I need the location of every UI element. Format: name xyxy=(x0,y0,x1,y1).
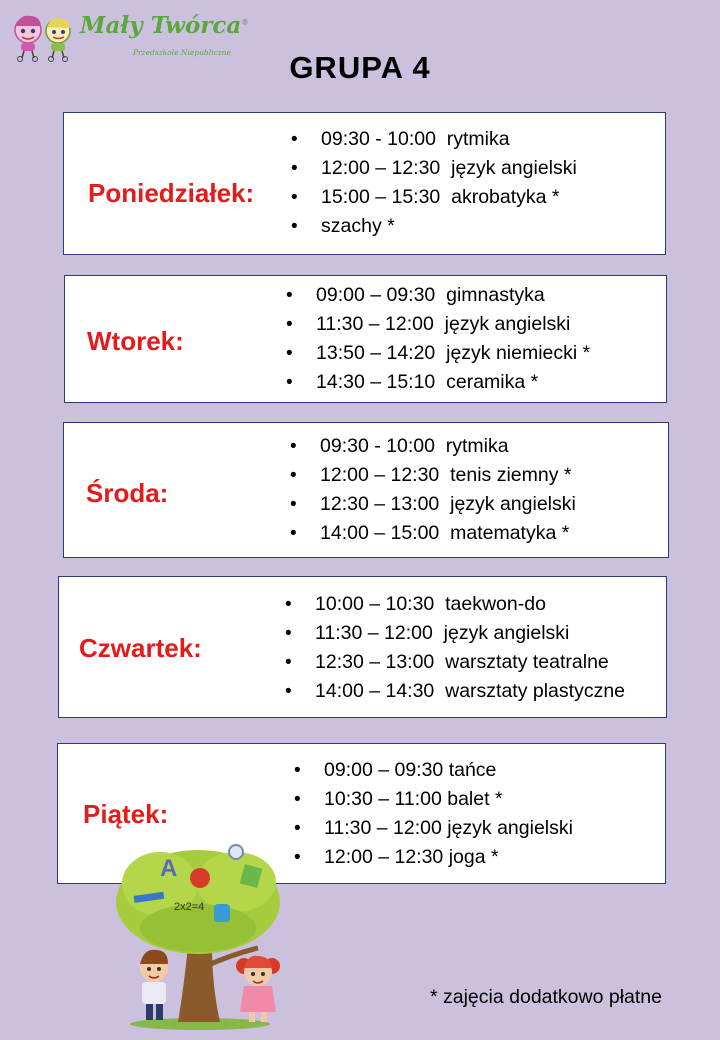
activity-item: • 09:00 – 09:30 gimnastyka xyxy=(316,281,590,310)
day-name-friday: Piątek: xyxy=(83,799,169,829)
activity-item: • 12:00 – 12:30 język angielski xyxy=(321,154,577,183)
activity-list-tuesday xyxy=(316,281,590,397)
activity-item: • 09:30 - 10:00 rytmika xyxy=(320,432,576,461)
activity-item: • 11:30 – 12:00 język angielski xyxy=(315,619,625,648)
activity-item: • 10:30 – 11:00 balet * xyxy=(324,785,573,814)
activity-item: • 11:30 – 12:00 język angielski xyxy=(324,814,573,843)
day-box-monday xyxy=(63,112,666,255)
activity-item: • 12:00 – 12:30 tenis ziemny * xyxy=(320,461,576,490)
registered-mark: ® xyxy=(241,17,249,27)
day-name-wednesday: Środa: xyxy=(86,478,169,508)
activity-item: • 09:30 - 10:00 rytmika xyxy=(321,125,577,154)
equation: 2x2=4 xyxy=(174,901,205,913)
activity-list-thursday xyxy=(315,590,625,706)
activity-item: • 13:50 – 14:20 język niemiecki * xyxy=(316,339,590,368)
activity-item: • 14:00 – 14:30 warsztaty plastyczne xyxy=(315,677,625,706)
activity-list-monday xyxy=(321,125,577,241)
logo-subtitle: Przedszkole Niepubliczne xyxy=(133,48,231,57)
page-title: GRUPA 4 xyxy=(289,50,431,85)
footnote: * zajęcia dodatkowo płatne xyxy=(430,986,662,1008)
day-box-tuesday xyxy=(64,275,667,403)
activity-item: • szachy * xyxy=(321,212,577,241)
tree-with-kids-illustration xyxy=(108,836,288,1031)
activity-item: • 12:30 – 13:00 warsztaty teatralne xyxy=(315,648,625,677)
activity-item: • 11:30 – 12:00 język angielski xyxy=(316,310,590,339)
activity-item: • 14:00 – 15:00 matematyka * xyxy=(320,519,576,548)
activity-list-friday xyxy=(324,756,573,872)
day-box-thursday xyxy=(58,576,667,718)
day-name-monday: Poniedziałek: xyxy=(88,178,255,208)
activity-item: • 12:00 – 12:30 joga * xyxy=(324,843,573,872)
activity-list-wednesday xyxy=(320,432,576,548)
activity-item: • 14:30 – 15:10 ceramika * xyxy=(316,368,590,397)
day-name-tuesday: Wtorek: xyxy=(87,326,184,356)
day-name-thursday: Czwartek: xyxy=(79,633,202,663)
activity-item: • 12:30 – 13:00 język angielski xyxy=(320,490,576,519)
activity-item: • 10:00 – 10:30 taekwon-do xyxy=(315,590,625,619)
letter-a: A xyxy=(160,855,178,882)
activity-item: • 15:00 – 15:30 akrobatyka * xyxy=(321,183,577,212)
day-box-wednesday xyxy=(63,422,669,558)
logo-name: Mały Twórca® xyxy=(80,12,249,39)
activity-item: • 09:00 – 09:30 tańce xyxy=(324,756,573,785)
